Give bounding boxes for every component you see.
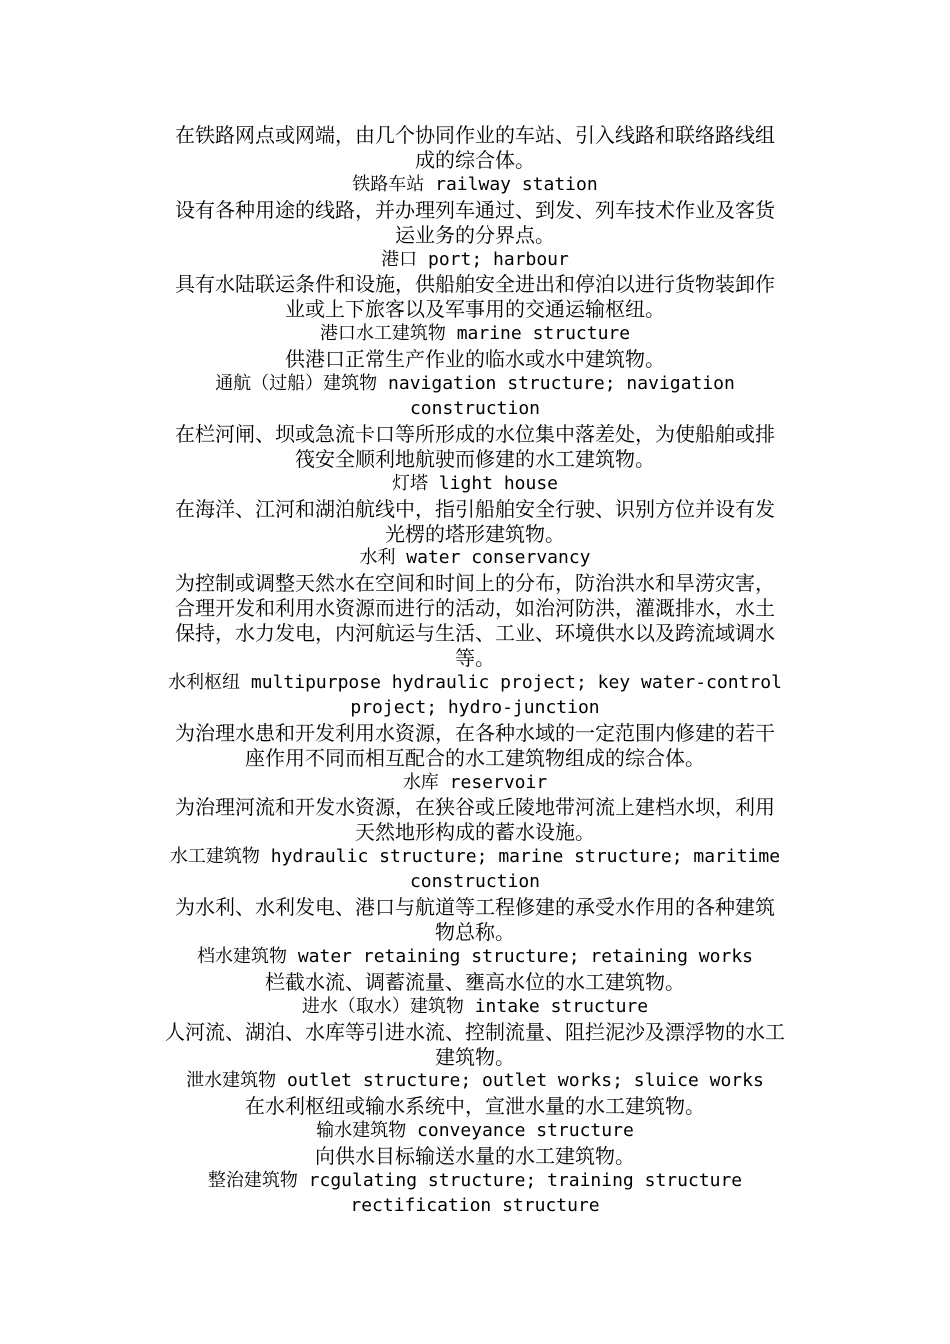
- term-heading: 输水建筑物 conveyance structure: [316, 1120, 634, 1142]
- definition-text: 天然地形构成的蓄水设施。: [355, 820, 595, 845]
- term-heading: 泄水建筑物 outlet structure; outlet works; sluice works: [186, 1070, 764, 1092]
- document-body: [140, 123, 810, 1219]
- definition-text: 设有各种用途的线路，并办理列车通过、到发、列车技术作业及客货: [175, 197, 775, 222]
- definition-text: 等。: [455, 646, 495, 671]
- term-heading: 整治建筑物 rcgulating structure; training structure: [207, 1170, 743, 1192]
- term-heading: rectification structure: [350, 1194, 600, 1216]
- definition-text: 筏安全顺利地航驶而修建的水工建筑物。: [295, 446, 655, 471]
- term-heading: 通航（过船）建筑物 navigation structure; navigation: [215, 373, 735, 395]
- definition-text: 座作用不同而相互配合的水工建筑物组成的综合体。: [245, 745, 705, 770]
- term-heading: construction: [409, 871, 541, 893]
- definition-text: 在水利枢纽或输水系统中，宣泄水量的水工建筑物。: [245, 1094, 705, 1119]
- definition-text: 为治理水患和开发利用水资源，在各种水域的一定范围内修建的若干: [175, 720, 775, 745]
- definition-text: 成的综合体。: [415, 147, 535, 172]
- definition-text: 为控制或调整天然水在空间和时间上的分布，防治洪水和旱涝灾害，: [175, 571, 775, 596]
- definition-text: 具有水陆联运条件和设施，供船舶安全进出和停泊以进行货物装卸作: [175, 272, 775, 297]
- term-heading: 港口 port; harbour: [381, 248, 569, 270]
- term-heading: 水利枢纽 multipurpose hydraulic project; key water-control: [168, 671, 782, 693]
- term-heading: 港口水工建筑物 marine structure: [319, 323, 631, 345]
- definition-text: 运业务的分界点。: [395, 222, 555, 247]
- term-heading: project; hydro-junction: [350, 696, 600, 718]
- definition-text: 为治理河流和开发水资源，在狭谷或丘陵地带河流上建档水坝，利用: [175, 795, 775, 820]
- term-heading: 水工建筑物 hydraulic structure; marine structure; maritime: [169, 846, 781, 868]
- term-heading: 水利 water conservancy: [359, 547, 591, 569]
- definition-text: 为水利、水利发电、港口与航道等工程修建的承受水作用的各种建筑: [175, 895, 775, 920]
- definition-text: 合理开发和利用水资源而进行的活动，如治河防洪，灌溉排水，水土: [175, 596, 775, 621]
- definition-text: 光楞的塔形建筑物。: [385, 521, 565, 546]
- definition-text: 业或上下旅客以及军事用的交通运输枢纽。: [285, 297, 665, 322]
- term-heading: 档水建筑物 water retaining structure; retaining works: [197, 945, 753, 967]
- definition-text: 供港口正常生产作业的临水或水中建筑物。: [285, 347, 665, 372]
- term-heading: construction: [409, 397, 541, 419]
- definition-text: 人河流、湖泊、水库等引进水流、控制流量、阻拦泥沙及漂浮物的水工: [165, 1019, 785, 1044]
- term-heading: 进水（取水）建筑物 intake structure: [301, 995, 649, 1017]
- definition-text: 保持，水力发电，内河航运与生活、工业、环境供水以及跨流域调水: [175, 621, 775, 646]
- definition-text: 在铁路网点或网端，由几个协同作业的车站、引入线路和联络路线组: [175, 123, 775, 147]
- term-heading: 灯塔 light house: [391, 472, 559, 494]
- definition-text: 建筑物。: [435, 1044, 515, 1069]
- term-heading: 铁路车站 railway station: [352, 173, 598, 195]
- definition-text: 在栏河闸、坝或急流卡口等所形成的水位集中落差处，为使船舶或排: [175, 421, 775, 446]
- definition-text: 在海洋、江河和湖泊航线中，指引船舶安全行驶、识别方位并设有发: [175, 496, 775, 521]
- term-heading: 水库 reservoir: [402, 771, 548, 793]
- definition-text: 栏截水流、调蓄流量、壅高水位的水工建筑物。: [265, 969, 685, 994]
- definition-text: 向供水目标输送水量的水工建筑物。: [315, 1144, 635, 1169]
- definition-text: 物总称。: [435, 920, 515, 944]
